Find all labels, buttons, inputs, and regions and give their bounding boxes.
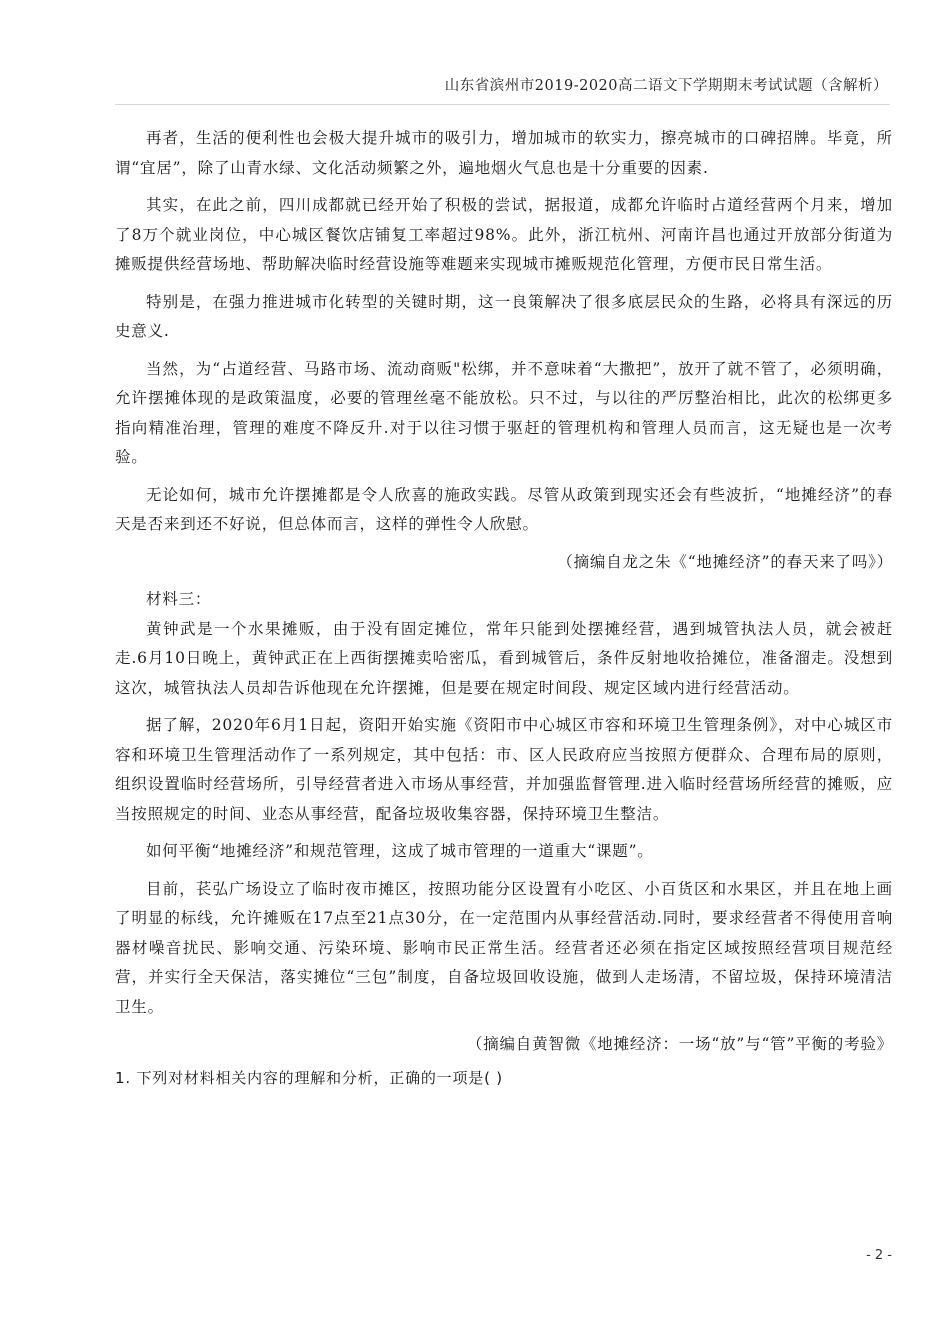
source-citation: （摘编自黄智微《地摊经济：一场“放”与“管”平衡的考验》 — [466, 1035, 893, 1053]
paragraph: 当然，为“占道经营、马路市场、流动商贩"松绑，并不意味着“大撒把”，放开了就不管了，必须明确，允许摆摊体现的是政策温度，必要的管理丝毫不能放松。只不过，与以往的严厉整治相比，此次的松绑更多指向精准治理，管理的难度不降反升.对于以往习惯于驱赶的管理机构和管理人员而言，这无疑也是一次考验。 — [115, 359, 893, 466]
main-content — [115, 124, 893, 1093]
paragraph: 目前，苌弘广场设立了临时夜市摊区，按照功能分区设置有小吃区、小百货区和水果区，并且在地上画了明显的标线，允许摊贩在17点至21点30分，在一定范围内从事经营活动.同时，要求经营者不得使用音响器材噪音扰民、影响交通、污染环境、影响市民正常生活。经营者还必须在指定区域按照经营项目规范经营，并实行全天保洁，落实摊位“三包”制度，自备垃圾回收设施，做到人走场清，不留垃圾，保持环境清洁卫生。 — [115, 879, 893, 1016]
paragraph: 其实，在此之前，四川成都就已经开始了积极的尝试，据报道，成都允许临时占道经营两个月来，增加了8万个就业岗位，中心城区餐饮店铺复工率超过98%。此外，浙江杭州、河南许昌也通过开放部分街道为摊贩提供经营场地、帮助解决临时经营设施等难题来实现城市摊贩规范化管理，方便市民日常生活。 — [115, 196, 893, 273]
paragraph: 据了解，2020年6月1日起，资阳开始实施《资阳市中心城区市容和环境卫生管理条例》，对中心城区市容和环境卫生管理活动作了一系列规定，其中包括：市、区人民政府应当按照方便群众、合理布局的原则，组织设置临时经营场所，引导经营者进入市场从事经营，并加强监督管理.进入临时经营场所经营的摊贩，应当按照规定的时间、业态从事经营，配备垃圾收集容器，保持环境卫生整洁。 — [115, 716, 893, 823]
page-number: - 2 - — [866, 1248, 892, 1263]
page-header: 山东省滨州市2019-2020高二语文下学期期末考试试题（含解析） — [444, 78, 888, 94]
question-stem: 1. 下列对材料相关内容的理解和分析，正确的一项是( ) — [115, 1068, 503, 1087]
paragraph: 无论如何，城市允许摆摊都是令人欣喜的施政实践。尽管从政策到现实还会有些波折，“地摊经济”的春天是否来到还不好说，但总体而言，这样的弹性令人欣慰。 — [115, 485, 893, 533]
paragraph: 如何平衡“地摊经济”和规范管理，这成了城市管理的一道重大“课题”。 — [146, 842, 654, 860]
source-citation: （摘编自龙之朱《“地摊经济”的春天来了吗》） — [557, 552, 893, 571]
header-divider — [115, 104, 890, 105]
material-heading: 材料三： — [146, 590, 212, 608]
paragraph: 特别是，在强力推进城市化转型的关键时期，这一良策解决了很多底层民众的生路，必将具有深远的历史意义. — [115, 292, 893, 340]
paragraph: 再者，生活的便利性也会极大提升城市的吸引力，增加城市的软实力，擦亮城市的口碑招牌。毕竟，所谓“宜居”，除了山青水绿、文化活动频繁之外，遍地烟火气息也是十分重要的因素. — [115, 129, 893, 177]
paragraph: 黄钟武是一个水果摊贩，由于没有固定摊位，常年只能到处摆摊经营，遇到城管执法人员，就会被赶走.6月10日晚上，黄钟武正在上西街摆摊卖哈密瓜，看到城管后，条件反射地收拾摊位，准备溜走。没想到这次，城管执法人员却告诉他现在允许摆摊，但是要在规定时间段、规定区域内进行经营活动。 — [115, 619, 893, 697]
